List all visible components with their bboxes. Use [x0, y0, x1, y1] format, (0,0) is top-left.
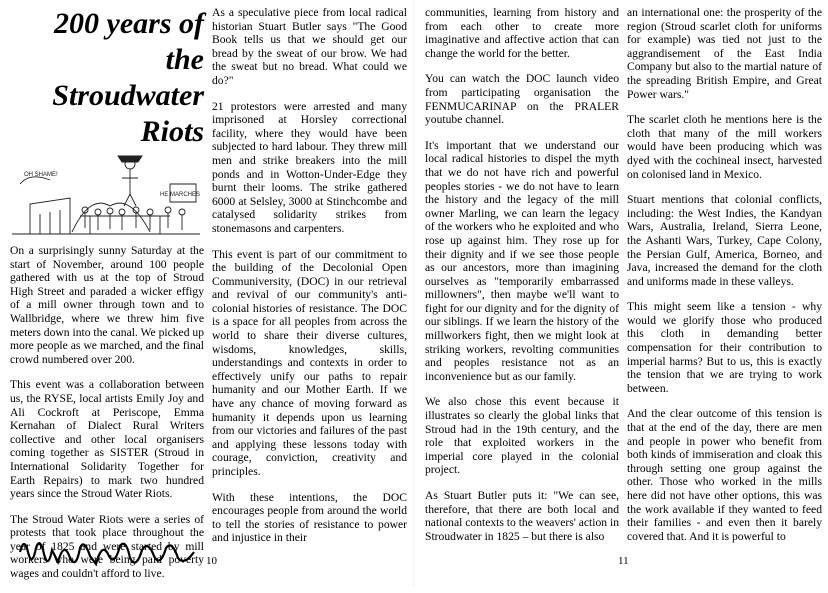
paragraph: communities, learning from history and from each other to create more imaginative and affective action that can change the world for the better. [425, 6, 619, 60]
column-4 [627, 6, 822, 555]
paragraph: On a surprisingly sunny Saturday at the start of November, around 100 people gathered with us at the top of Stroud High Street and paraded a wicker effigy of a mill owner through town and to Wallbridge, where we threw him five meters down into the canal. We picked up more people as we marched, and the final crowd numbered over 200. [10, 244, 204, 366]
paragraph: And the clear outcome of this tension is that at the end of the day, there are men and people in power who benefit from both kinds of immiseration and cloak this through setting one group against the other. Those who worked in the mills here did not have other options, this was the work available if they wanted to feed their families - and even then it barely covered that. And it is powerful to [627, 407, 822, 543]
column-1 [10, 6, 204, 593]
page-number-left: 10 [206, 555, 217, 567]
ryse-signature-logo [18, 534, 198, 572]
column-2 [212, 6, 407, 557]
column-3 [425, 6, 619, 555]
article-title [10, 6, 204, 150]
sketch-caption-left: OH SHAME! [24, 172, 58, 178]
paragraph: We also chose this event because it illustrates so clearly the global links that Stroud had in the 19th century, and the role that exploited workers in the imperial core played in the colonial project. [425, 395, 619, 477]
paragraph: The Stroud Water Riots were a series of protests that took place throughout the year of 1825 and were started by mill workers who were being paid poverty wages and couldn't afford to live. [10, 512, 204, 581]
paragraph: This event was a collaboration between us, the RYSE, local artists Emily Joy and Ali Cockroft at Periscope, Emma Kernahan of Dialect Rural Writers collective and other local organisers coming together as SISTER (Stroud in International Solidarity Together for Earth Repairs) to mark two hundred years since the Stroud Water Riots. [10, 378, 204, 501]
crowd-effigy-illustration [10, 154, 204, 240]
sketch-caption-right: HE MARCHES [160, 192, 201, 198]
title-line-3: Riots [140, 115, 204, 148]
paragraph: As Stuart Butler puts it: "We can see, therefore, that there are both local and national contexts to the weavers' action in Stroudwater in 1825 – but there is also [425, 489, 619, 543]
paragraph: 21 protestors were arrested and many imprisoned at Horsley correctional facility, where they would have been subjected to hard labour. They threw mill men and strike breakers into the mill ponds and in Wotton-Under-Edge they burnt their looms. The strike gathered 6000 at Selsley, 3000 at Stinchcombe and catalysed solidarity strikes from stonemasons and carpenters. [212, 99, 407, 235]
title-line-2: Stroudwater [52, 79, 204, 112]
paragraph: The scarlet cloth he mentions here is the cloth that many of the mill workers would have been producing which was dyed with the cochineal insect, harvested on colonised land in Mexico. [627, 113, 822, 181]
paragraph: It's important that we understand our local radical histories to dispel the myth that we do not have rich and powerful peoples stories - we do not have to learn the history and the legacy of the mill owner Marling, we can learn the legacy of the workers who he exploited and who rose up against him. They rose up for their dignity and if we see those people as our ancestors, more than imagining ourselves as "temporarily embarrassed millowners", then maybe we'll want to fight for our dignity and for the dignity of our siblings. If we learn the history of the millworkers fight, then we might look at striking workers, revolting communities and peoples resistance not as an inconvenience but as our family. [425, 138, 619, 383]
paragraph: an international one: the prosperity of the region (Stroud scarlet cloth for uniforms for example) was tied not just to the aggrandisement of the East India Company but also to the martial nature of the spreading British Empire, and Great Power wars." [627, 6, 822, 101]
paragraph: Stuart mentions that colonial conflicts, including: the West Indies, the Kandyan Wars, Australia, Ireland, Sierra Leone, the Ashanti Wars, Turkey, Cape Colony, the Persian Gulf, America, Borneo, and Java, increased the demand for the cloth and uniforms made in these valleys. [627, 193, 822, 288]
paragraph: With these intentions, the DOC encourages people from around the world to tell the stories of resistance to power and injustice in their [212, 490, 407, 545]
page-number-right: 11 [618, 555, 629, 567]
paragraph: As a speculative piece from local radical historian Stuart Butler says "The Good Book tells us that we should get our bread by the sweat of our brow. We had the sweat but no bread. What could we do?" [212, 6, 407, 87]
paragraph: You can watch the DOC launch video from participating organisation the FENMUCARINAP on the PRALER youtube channel. [425, 72, 619, 127]
paragraph: This might seem like a tension - why would we glorify those who produced this cloth in demanding better compensation for their contribution to imperial harms? But to us, this is exactly the tension that we are trying to work between. [627, 300, 822, 395]
page-gutter [413, 0, 414, 588]
paragraph: This event is part of our commitment to the building of the Decolonial Open Communiversity, (DOC) in our retrieval and revival of our community's anti-colonial histories of resistance. The DOC is a space for all peoples from across the world to share their diverse cultures, wisdoms, knowledges, skills, understandings and contexts in order to effectively unify our paths to repair humanity and our Mother Earth. If we have any chance of moving forward as humanity it depends upon us learning from our victories and failures of the past and applying these lessons today with courage, conviction, creativity and principles. [212, 247, 407, 478]
title-line-1: 200 years of the [54, 7, 204, 76]
